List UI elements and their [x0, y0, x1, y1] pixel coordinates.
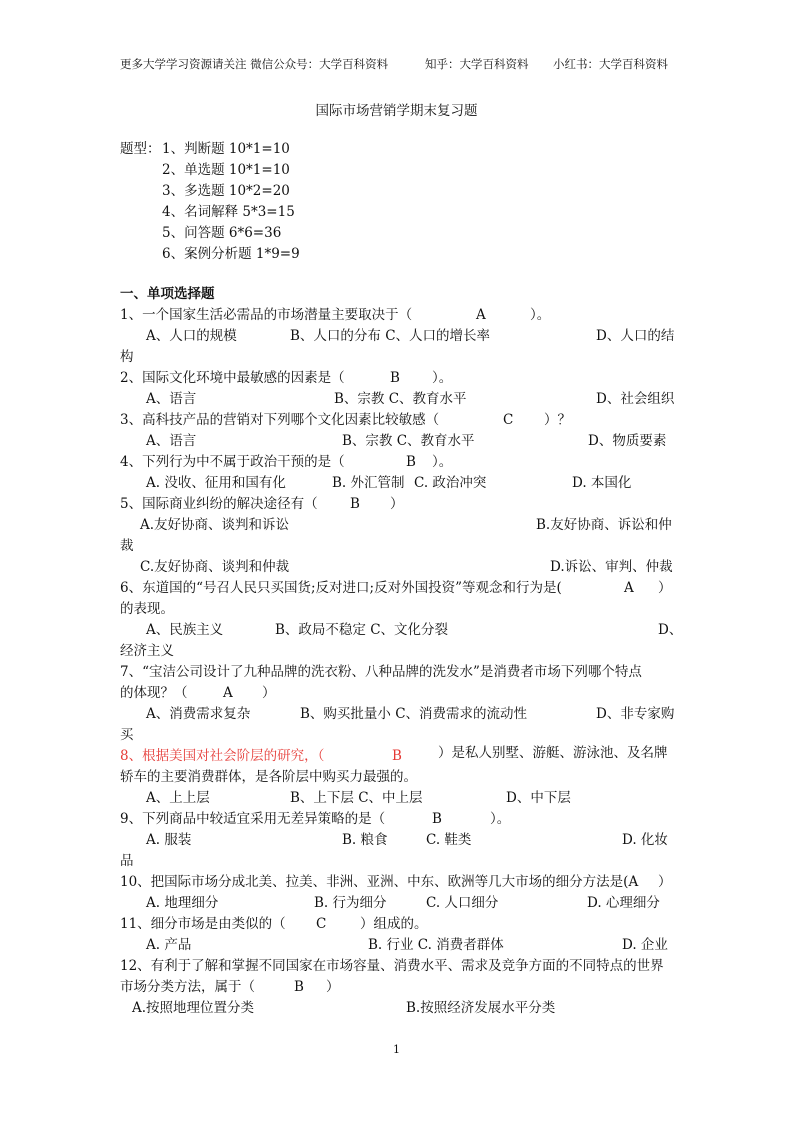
- option-a: A. 没收、征用和国有化: [146, 475, 286, 491]
- question-text-end: ）？: [544, 412, 571, 428]
- option-d: D、物质要素: [588, 433, 667, 449]
- question-text-end: ）。: [490, 811, 511, 827]
- question-text-end: ）: [658, 580, 672, 596]
- option-bc: B、政局不稳定 C、文化分裂: [275, 622, 449, 638]
- option-bc: B、宗教 C、教育水平: [334, 391, 467, 407]
- option-d: D. 企业: [622, 937, 668, 953]
- option-bc: B. 行业 C. 消费者群体: [368, 937, 504, 953]
- option-a: A、人口的规模: [146, 328, 237, 344]
- option-d: D、中下层: [506, 790, 571, 806]
- question-text: 轿车的主要消费群体，是各阶层中购买力最强的。: [120, 769, 417, 785]
- answer-letter: A: [223, 685, 233, 701]
- option-d: D. 化妆: [622, 832, 668, 848]
- answer-letter: A: [624, 580, 634, 596]
- option-row-wrap: [120, 851, 675, 872]
- option-bc: B、购买批量小 C、消费需求的流动性: [300, 706, 528, 722]
- answer-letter: B: [432, 811, 442, 827]
- option-b: B.按照经济发展水平分类: [406, 1000, 556, 1016]
- question-stem: [120, 956, 675, 977]
- option-c: C. 政治冲突: [414, 475, 487, 491]
- question-stem-cont: [120, 683, 675, 704]
- option-b: B、人口的分布 C、人口的增长率: [290, 328, 491, 344]
- option-a: A、消费需求复杂: [146, 706, 251, 722]
- question-stem: [120, 872, 675, 893]
- question-stem: [120, 452, 675, 473]
- option-wrap-text: 构: [120, 349, 134, 365]
- question-text: 4、下列行为中不属于政治干预的是（: [120, 454, 345, 470]
- answer-letter: C: [316, 916, 327, 932]
- question-text: 7、“宝洁公司设计了九种品牌的洗衣粉、八种品牌的洗发水”是消费者市场下列哪个特点: [120, 664, 642, 680]
- question-text-end: ）。: [432, 454, 453, 470]
- question-section: [120, 283, 683, 1019]
- option-bc: B、上下层 C、中上层: [290, 790, 423, 806]
- question-stem: [120, 914, 675, 935]
- question-text: 5、国际商业纠纷的解决途径有（: [120, 496, 318, 512]
- option-row: [120, 389, 675, 410]
- question-stem: [120, 368, 675, 389]
- question-text: 6、东道国的“号召人民只买国货;反对进口;反对外国投资”等观念和行为是(: [120, 580, 562, 596]
- option-row: [120, 998, 675, 1019]
- option-d: D、人口的结: [596, 328, 675, 344]
- option-row: [120, 704, 675, 725]
- answer-letter: A: [476, 307, 486, 323]
- option-row-wrap: [120, 641, 675, 662]
- question-type-item: 4、名词解释 5*3=15: [162, 204, 295, 220]
- option-row: [120, 326, 675, 347]
- header-xiaohongshu-text: 小红书：大学百科资料: [553, 57, 668, 71]
- question-stem-cont: [120, 767, 675, 788]
- question-stem: [120, 809, 675, 830]
- question-stem: [120, 662, 675, 683]
- question-stem: [120, 578, 675, 599]
- option-row-wrap: [120, 347, 675, 368]
- question-type-item: 3、多选题 10*2=20: [162, 183, 290, 199]
- option-a: A、语言: [146, 433, 197, 449]
- question-text: 12、有利于了解和掌握不同国家在市场容量、消费水平、需求及竞争方面的不同特点的世界: [120, 958, 664, 974]
- option-c: C. 鞋类: [426, 832, 472, 848]
- answer-letter: B: [406, 454, 416, 470]
- option-d: D、社会组织: [596, 391, 675, 407]
- option-row: [120, 893, 675, 914]
- option-d: D. 本国化: [572, 475, 632, 491]
- question-type-item: 1、判断题 10*1=10: [162, 141, 290, 157]
- option-row-wrap: [120, 536, 675, 557]
- question-text-end: ）组成的。: [360, 916, 428, 932]
- option-d: D.诉讼、审判、仲裁: [550, 559, 673, 575]
- question-text-end: ）: [262, 685, 276, 701]
- option-b: B. 行为细分: [314, 895, 387, 911]
- answer-letter: B: [390, 370, 400, 386]
- option-c: C.友好协商、谈判和仲裁: [140, 559, 290, 575]
- section-title: 一、单项选择题: [120, 286, 215, 302]
- option-row: [120, 830, 675, 851]
- question-type-item: 5、问答题 6*6=36: [162, 225, 282, 241]
- option-a: A. 产品: [146, 937, 192, 953]
- page-number: 1: [393, 1043, 400, 1056]
- answer-letter: B: [392, 748, 402, 764]
- option-b: B. 外汇管制: [332, 475, 405, 491]
- question-stem: [120, 305, 675, 326]
- option-a: A、语言: [146, 391, 197, 407]
- question-text-end: ）。: [530, 307, 551, 323]
- document-title: 国际市场营销学期末复习题: [315, 103, 478, 119]
- question-stem: [120, 494, 675, 515]
- option-row: [120, 557, 675, 578]
- question-type-item: 6、案例分析题 1*9=9: [162, 246, 300, 262]
- option-wrap-text: 裁: [120, 538, 134, 554]
- option-wrap-text: 品: [120, 853, 134, 869]
- option-b: B.友好协商、诉讼和仲: [536, 517, 672, 533]
- option-d: D、非专家购: [596, 706, 675, 722]
- question-text-end: ）: [658, 874, 672, 890]
- question-types-list: [120, 139, 300, 265]
- question-text: 2、国际文化环境中最敏感的因素是（: [120, 370, 345, 386]
- question-type-item: 2、单选题 10*1=10: [162, 162, 290, 178]
- question-text: 11、细分市场是由类似的（: [120, 916, 286, 932]
- question-text: 10、把国际市场分成北美、拉美、非洲、亚洲、中东、欧洲等几大市场的细分方法是(A: [120, 874, 639, 890]
- option-d: D. 心理细分: [587, 895, 660, 911]
- option-a: A、民族主义: [146, 622, 224, 638]
- option-row: [120, 788, 675, 809]
- option-row: [120, 515, 675, 536]
- question-text-end: ）是私人别墅、游艇、游泳池、及名牌: [438, 745, 668, 761]
- option-a: A.按照地理位置分类: [132, 1000, 255, 1016]
- option-row: [120, 431, 675, 452]
- question-text: 的体现？（: [120, 685, 188, 701]
- option-wrap-text: 经济主义: [120, 643, 174, 659]
- question-text: 3、高科技产品的营销对下列哪个文化因素比较敏感（: [120, 412, 440, 428]
- option-row: [120, 935, 675, 956]
- question-text: 9、下列商品中较适宜采用无差异策略的是（: [120, 811, 386, 827]
- answer-letter: B: [294, 979, 304, 995]
- question-text-end: ）。: [432, 370, 453, 386]
- answer-letter: B: [350, 496, 360, 512]
- question-text-end: ）: [390, 496, 404, 512]
- header-wechat-text: 更多大学学习资源请关注 微信公众号：大学百科资料: [120, 57, 389, 71]
- question-stem: [120, 410, 675, 431]
- question-stem-cont: [120, 977, 675, 998]
- question-text-end: ）: [326, 979, 340, 995]
- option-a: A. 服装: [146, 832, 192, 848]
- option-row: [120, 473, 675, 494]
- question-text: 8、根据美国对社会阶层的研究，（: [120, 748, 325, 764]
- option-wrap-text: 买: [120, 727, 134, 743]
- answer-letter: C: [503, 412, 514, 428]
- option-a: A.友好协商、谈判和诉讼: [140, 517, 290, 533]
- option-a: A. 地理细分: [146, 895, 219, 911]
- option-row: [120, 620, 683, 641]
- option-a: A、上上层: [146, 790, 210, 806]
- question-text: 的表现。: [120, 601, 174, 617]
- option-bc: B、宗教 C、教育水平: [342, 433, 475, 449]
- question-text: 市场分类方法，属于（: [120, 979, 255, 995]
- question-stem-cont: [120, 599, 675, 620]
- option-d: D、: [658, 622, 683, 638]
- question-text: 1、一个国家生活必需品的市场潜量主要取决于（: [120, 307, 413, 323]
- option-c: C. 人口细分: [426, 895, 499, 911]
- question-types-label: 题型：: [120, 141, 161, 157]
- option-b: B. 粮食: [342, 832, 388, 848]
- header-zhihu-text: 知乎：大学百科资料: [425, 57, 529, 71]
